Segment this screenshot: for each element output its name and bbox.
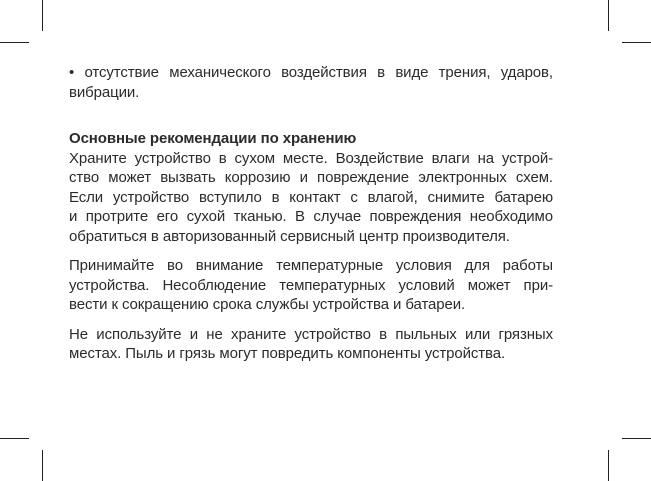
text-line: ство может вызвать коррозию и повреждение электронных схем. xyxy=(69,169,553,186)
crop-mark-top-left-vertical xyxy=(42,0,43,31)
text-line: Если устройство вступило в контакт с влагой, снимите батарею xyxy=(69,188,553,206)
text-line: местах. Пыль и грязь могут повредить компоненты устройства. xyxy=(69,345,506,362)
crop-mark-bottom-right-horizontal xyxy=(622,438,651,439)
text-line: и протрите его сухой тканью. В случае повреждения необходимо xyxy=(69,208,553,225)
text-line: Не используйте и не храните устройство в пыльных или грязных xyxy=(69,325,553,343)
text-line: обратиться в авторизованный сервисный центр производителя. xyxy=(69,227,510,245)
paragraph-temperature xyxy=(69,256,553,315)
text-line: • отсутствие механического воздействия в виде трения, ударов, xyxy=(69,64,553,81)
paragraph-moisture xyxy=(69,149,553,247)
crop-mark-bottom-left-horizontal xyxy=(0,438,29,439)
crop-mark-bottom-right-vertical xyxy=(608,450,609,481)
crop-mark-top-right-horizontal xyxy=(622,42,651,43)
page-content xyxy=(69,63,553,374)
text-line: устройства. Несоблюдение температурных условий может при- xyxy=(69,276,553,294)
crop-mark-bottom-left-vertical xyxy=(42,450,43,481)
text-line: Храните устройство в сухом месте. Воздействие влаги на устрой- xyxy=(69,149,553,167)
section-title: Основные рекомендации по хранению xyxy=(69,130,357,147)
text-line: вести к сокращению срока службы устройства и батареи. xyxy=(69,296,466,313)
text-line: вибрации. xyxy=(69,83,140,101)
paragraph-dust xyxy=(69,325,553,364)
bullet-paragraph xyxy=(69,63,553,102)
crop-mark-top-right-vertical xyxy=(608,0,609,31)
crop-mark-top-left-horizontal xyxy=(0,42,29,43)
text-line: Принимайте во внимание температурные условия для работы xyxy=(69,257,553,274)
